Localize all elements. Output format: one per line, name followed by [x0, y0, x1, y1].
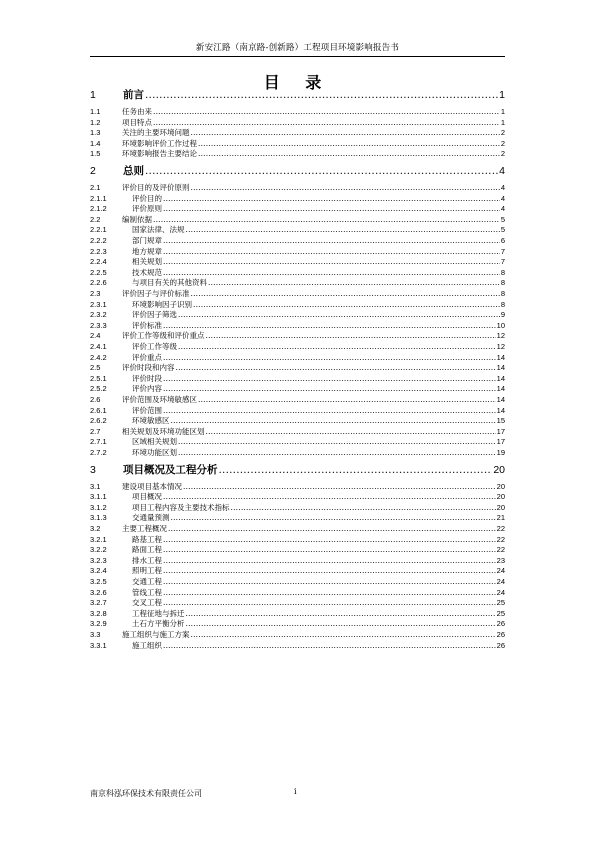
- toc-leader-dots: [163, 268, 500, 277]
- toc-leader-dots: [163, 406, 496, 415]
- toc-entry-page: 17: [496, 426, 505, 436]
- toc-leader-dots: [193, 300, 500, 309]
- toc-entry-number: 2.3.1: [90, 299, 107, 309]
- toc-leader-dots: [153, 118, 500, 127]
- toc-entry[interactable]: [90, 352, 505, 362]
- toc-entry[interactable]: [90, 163, 505, 177]
- page-header-title: 新安江路（南京路-创新路）工程项目环境影响报告书: [195, 43, 400, 53]
- toc-entry-page: 14: [496, 373, 505, 383]
- toc-entry-number: 3.1: [90, 481, 101, 491]
- toc-entry[interactable]: [90, 246, 505, 256]
- toc-leader-dots: [163, 236, 500, 245]
- toc-entry[interactable]: [90, 148, 505, 158]
- toc-entry-number: 2.4: [90, 331, 101, 341]
- toc-entry-number: 2.4.2: [90, 352, 107, 362]
- toc-entry-page: 14: [496, 384, 505, 394]
- toc-leader-dots: [145, 165, 498, 177]
- toc-leader-dots: [178, 342, 496, 351]
- toc-entry[interactable]: [90, 106, 505, 116]
- toc-entry-page: 17: [496, 437, 505, 447]
- toc-entry-page: 14: [496, 352, 505, 362]
- toc-title: 目 录: [263, 73, 332, 92]
- toc-entry-title: 相关规划及环境功能区划: [122, 426, 205, 436]
- toc-entry-title: 关注的主要环境问题: [122, 128, 190, 138]
- toc-entry[interactable]: [90, 481, 505, 491]
- toc-entry-title: 评价时段: [132, 373, 162, 383]
- toc-entry-title: 总则: [123, 165, 144, 177]
- toc-entry-number: 2.3.3: [90, 320, 107, 330]
- toc-entry-title: 项目概况及工程分析: [123, 463, 218, 476]
- toc-leader-dots: [206, 427, 496, 436]
- toc-entry-number: 2.3.2: [90, 310, 107, 320]
- toc-entry-number: 2.5.2: [90, 384, 107, 394]
- toc-entry-page: 20: [496, 502, 505, 512]
- toc-entry-number: 2.2.6: [90, 278, 107, 288]
- toc-entry-title: 交叉工程: [132, 598, 162, 608]
- toc-entry-page: 24: [496, 587, 505, 597]
- toc-entry-number: 2.2.5: [90, 267, 107, 277]
- toc-entry-number: 2.5.1: [90, 373, 107, 383]
- toc-entry[interactable]: [90, 138, 505, 148]
- toc-entry-page: 2: [500, 149, 505, 159]
- toc-entry-title: 相关规划: [132, 257, 162, 267]
- toc-entry-page: 12: [496, 331, 505, 341]
- toc-entry-number: 2.3: [90, 289, 101, 298]
- toc-leader-dots: [178, 310, 500, 319]
- toc-leader-dots: [186, 225, 500, 234]
- toc-entry-page: 8: [500, 278, 505, 288]
- toc-leader-dots: [163, 588, 496, 597]
- toc-entry-number: 3.2.3: [90, 555, 107, 565]
- toc-entry[interactable]: [90, 629, 505, 639]
- toc-entry-page: 8: [500, 267, 505, 277]
- toc-entry-page: 24: [496, 577, 505, 586]
- toc-entry-page: 15: [496, 416, 505, 426]
- toc-entry-page: 2: [500, 128, 505, 138]
- toc-entry-number: 3.2.1: [90, 534, 107, 544]
- toc-entry-page: 22: [496, 534, 505, 544]
- toc-entry-title: 排水工程: [132, 555, 162, 565]
- toc-leader-dots: [163, 535, 496, 544]
- toc-entry-title: 评价目的及评价原则: [122, 183, 190, 192]
- toc-entry[interactable]: [90, 203, 505, 213]
- toc-entry-title: 管线工程: [132, 587, 162, 597]
- toc-entry[interactable]: [90, 288, 505, 298]
- toc-entry-page: 26: [496, 630, 505, 639]
- toc-entry-title: 评价因子与评价标准: [122, 289, 190, 298]
- toc-entry-number: 2.2: [90, 214, 101, 224]
- toc-leader-dots: [191, 630, 496, 639]
- toc-entry-number: 2.1: [90, 183, 101, 192]
- toc-entry-number: 1.5: [90, 149, 101, 159]
- toc-entry[interactable]: [90, 618, 505, 628]
- toc-leader-dots: [163, 257, 500, 266]
- toc-entry[interactable]: [90, 436, 505, 446]
- toc-entry-title: 评价工作等级和评价重点: [122, 331, 205, 341]
- toc-entry-title: 环境影响评价工作过程: [122, 138, 197, 148]
- toc-entry[interactable]: [90, 87, 505, 101]
- toc-entry[interactable]: [90, 640, 505, 650]
- toc-entry[interactable]: [90, 383, 505, 393]
- toc-entry[interactable]: [90, 523, 505, 533]
- toc-entry-number: 1: [90, 89, 96, 101]
- toc-entry[interactable]: [90, 491, 505, 501]
- toc-entry-page: 25: [496, 608, 505, 618]
- toc-entry-page: 25: [496, 598, 505, 608]
- toc-leader-dots: [145, 89, 498, 101]
- toc-entry-title: 任务由来: [122, 107, 152, 116]
- toc-entry-title: 评价原则: [132, 204, 162, 214]
- toc-entry-title: 评价工作等级: [132, 342, 177, 351]
- toc-leader-dots: [206, 331, 496, 340]
- toc-entry[interactable]: [90, 127, 505, 137]
- toc-entry[interactable]: [90, 330, 505, 340]
- toc-entry-title: 区域相关规划: [132, 437, 177, 447]
- toc-leader-dots: [198, 149, 500, 158]
- toc-entry-title: 评价范围及环境敏感区: [122, 395, 197, 404]
- toc-leader-dots: [163, 566, 496, 575]
- toc-entry-title: 评价时段和内容: [122, 363, 175, 373]
- toc-entry-title: 评价内容: [132, 384, 162, 394]
- toc-leader-dots: [186, 609, 496, 618]
- toc-entry-page: 1: [500, 117, 505, 127]
- toc-entry-number: 3.1.3: [90, 513, 107, 523]
- toc-entry[interactable]: [90, 565, 505, 575]
- toc-entry-page: 1: [500, 107, 505, 116]
- toc-entry-page: 21: [496, 513, 505, 523]
- toc-entry-page: 7: [500, 257, 505, 267]
- toc-entry-page: 4: [500, 204, 505, 214]
- toc-entry[interactable]: [90, 373, 505, 383]
- toc-entry[interactable]: [90, 341, 505, 351]
- toc-entry-title: 工程征地与拆迁: [132, 608, 185, 618]
- toc-entry-page: 12: [496, 342, 505, 351]
- toc-leader-dots: [198, 139, 500, 148]
- toc-entry[interactable]: [90, 426, 505, 436]
- toc-leader-dots: [153, 107, 500, 116]
- toc-entry-number: 3.1.2: [90, 502, 107, 512]
- toc-entry-number: 2.6.2: [90, 416, 107, 426]
- toc-entry[interactable]: [90, 224, 505, 234]
- toc-entry[interactable]: [90, 256, 505, 266]
- toc-entry-number: 3.2.7: [90, 598, 107, 608]
- toc-entry-page: 6: [500, 236, 505, 245]
- toc-entry-number: 1.2: [90, 117, 101, 127]
- toc-entry-number: 2.1.1: [90, 193, 107, 203]
- toc-leader-dots: [168, 524, 496, 533]
- toc-entry-number: 3.2.2: [90, 545, 107, 555]
- toc-leader-dots: [163, 598, 496, 607]
- toc-leader-dots: [163, 247, 500, 256]
- toc-entry-page: 20: [496, 481, 505, 491]
- toc-entry-page: 14: [496, 363, 505, 373]
- toc-entry[interactable]: [90, 502, 505, 512]
- toc-entry-page: 20: [496, 492, 505, 502]
- toc-entry-title: 评价重点: [132, 352, 162, 362]
- toc-entry[interactable]: [90, 544, 505, 554]
- toc-entry[interactable]: [90, 462, 505, 476]
- toc-entry-number: 2.4.1: [90, 342, 107, 351]
- toc-entry-title: 国家法律、法规: [132, 225, 185, 235]
- toc-leader-dots: [191, 183, 500, 192]
- toc-entry[interactable]: [90, 608, 505, 618]
- toc-entry-page: 4: [500, 183, 505, 192]
- toc-leader-dots: [163, 374, 496, 383]
- toc-entry[interactable]: [90, 415, 505, 425]
- toc-entry[interactable]: [90, 309, 505, 319]
- toc-entry-title: 建设项目基本情况: [122, 481, 182, 491]
- toc-entry-title: 评价因子筛选: [132, 310, 177, 320]
- toc-entry-title: 部门规章: [132, 236, 162, 245]
- toc-entry-number: 3.2.9: [90, 619, 107, 629]
- toc-entry-title: 环境敏感区: [132, 416, 170, 426]
- toc-entry-number: 2.2.1: [90, 225, 107, 235]
- toc-entry[interactable]: [90, 597, 505, 607]
- toc-entry-page: 5: [500, 214, 505, 224]
- toc-entry-page: 26: [496, 619, 505, 629]
- footer-page-number: i: [294, 787, 297, 796]
- toc-entry-title: 土石方平衡分析: [132, 619, 185, 629]
- toc-entry-page: 5: [500, 225, 505, 235]
- toc-leader-dots: [163, 321, 496, 330]
- toc-entry-number: 3.2.4: [90, 566, 107, 576]
- toc-entry-title: 交通量预测: [132, 513, 170, 523]
- toc-entry-title: 评价目的: [132, 193, 162, 203]
- toc-entry[interactable]: [90, 193, 505, 203]
- toc-entry-title: 与项目有关的其他资料: [132, 278, 207, 288]
- toc-leader-dots: [219, 464, 493, 476]
- toc-entry-title: 施工组织: [132, 640, 162, 650]
- toc-entry-number: 2.2.4: [90, 257, 107, 267]
- toc-entry-number: 3.1.1: [90, 492, 107, 502]
- toc-entry[interactable]: [90, 534, 505, 544]
- toc-leader-dots: [163, 204, 500, 213]
- toc-entry-page: 22: [496, 545, 505, 555]
- toc-entry-number: 2.2.2: [90, 236, 107, 245]
- toc-entry-title: 交通工程: [132, 577, 162, 586]
- toc-entry-title: 环境影响报告主要结论: [122, 149, 197, 159]
- toc-entry[interactable]: [90, 576, 505, 586]
- toc-leader-dots: [191, 128, 500, 137]
- toc-entry-page: 14: [496, 405, 505, 415]
- toc-entry[interactable]: [90, 235, 505, 245]
- toc-leader-dots: [163, 641, 496, 650]
- toc-leader-dots: [191, 289, 500, 298]
- toc-entry-number: 2.2.3: [90, 246, 107, 256]
- toc-entry[interactable]: [90, 267, 505, 277]
- toc-leader-dots: [178, 437, 496, 446]
- toc-entry[interactable]: [90, 512, 505, 522]
- toc-entry-page: 24: [496, 566, 505, 576]
- toc-entry-page: 1: [499, 89, 505, 101]
- toc-entry-number: 1.3: [90, 128, 101, 138]
- toc-entry-number: 2: [90, 165, 96, 177]
- toc-entry-title: 编制依据: [122, 214, 152, 224]
- toc-entry[interactable]: [90, 182, 505, 192]
- toc-entry-page: 26: [496, 640, 505, 650]
- toc-entry-number: 3.3.1: [90, 640, 107, 650]
- toc-entry-page: 14: [496, 395, 505, 404]
- toc-leader-dots: [198, 395, 496, 404]
- toc-leader-dots: [163, 545, 496, 554]
- toc-entry[interactable]: [90, 555, 505, 565]
- toc-entry[interactable]: [90, 447, 505, 457]
- toc-entry-number: 2.7.2: [90, 448, 107, 457]
- toc-entry-page: 2: [500, 138, 505, 148]
- toc-entry-page: 7: [500, 246, 505, 256]
- toc-entry-number: 2.6.1: [90, 405, 107, 415]
- toc-leader-dots: [183, 482, 496, 491]
- toc-entry-title: 地方规章: [132, 246, 162, 256]
- toc-entry[interactable]: [90, 405, 505, 415]
- toc-leader-dots: [163, 577, 496, 586]
- toc-entry-page: 10: [496, 320, 505, 330]
- toc-leader-dots: [176, 363, 496, 372]
- toc-entry-title: 施工组织与施工方案: [122, 630, 190, 639]
- toc-entry[interactable]: [90, 394, 505, 404]
- toc-entry[interactable]: [90, 299, 505, 309]
- toc-entry-number: 3: [90, 463, 96, 476]
- toc-leader-dots: [186, 619, 496, 628]
- toc-leader-dots: [178, 448, 496, 457]
- toc-leader-dots: [163, 556, 496, 565]
- toc-entry-number: 3.2.8: [90, 608, 107, 618]
- toc-entry-title: 前言: [123, 89, 144, 101]
- toc-entry-number: 1.4: [90, 138, 101, 148]
- toc-entry-title: 照明工程: [132, 566, 162, 576]
- toc-entry-page: 23: [496, 555, 505, 565]
- toc-leader-dots: [231, 503, 496, 512]
- toc-leader-dots: [163, 194, 500, 203]
- toc-entry-number: 2.6: [90, 395, 101, 404]
- toc-entry-page: 19: [496, 448, 505, 457]
- toc-leader-dots: [163, 353, 496, 362]
- toc-entry-title: 项目工程内容及主要技术指标: [132, 502, 230, 512]
- toc-entry-title: 项目概况: [132, 492, 162, 502]
- toc-entry-number: 2.1.2: [90, 204, 107, 214]
- toc-leader-dots: [208, 278, 500, 287]
- toc-entry-page: 22: [496, 524, 505, 533]
- toc-entry-title: 技术规范: [132, 267, 162, 277]
- toc-entry-title: 环境功能区划: [132, 448, 177, 457]
- header-rule: [90, 56, 505, 57]
- toc-entry-number: 3.2: [90, 524, 101, 533]
- toc-entry[interactable]: [90, 320, 505, 330]
- toc-entry[interactable]: [90, 117, 505, 127]
- toc-entry-page: 8: [500, 299, 505, 309]
- toc-entry-page: 8: [500, 289, 505, 298]
- toc-entry-number: 2.5: [90, 363, 101, 373]
- toc-entry-title: 环境影响因子识别: [132, 299, 192, 309]
- toc-entry-page: 9: [500, 310, 505, 320]
- toc-entry[interactable]: [90, 277, 505, 287]
- toc-entry-number: 1.1: [90, 107, 101, 116]
- toc-entry-title: 路基工程: [132, 534, 162, 544]
- toc-leader-dots: [171, 513, 496, 522]
- footer-company: 南京科泓环保技术有限责任公司: [90, 789, 202, 798]
- toc-entry-number: 2.7: [90, 426, 101, 436]
- toc-entry-title: 评价范围: [132, 405, 162, 415]
- toc-entry[interactable]: [90, 587, 505, 597]
- toc-entry-number: 3.2.6: [90, 587, 107, 597]
- toc-entry-number: 3.2.5: [90, 577, 107, 586]
- toc-leader-dots: [163, 384, 496, 393]
- toc-entry-title: 项目特点: [122, 117, 152, 127]
- toc-entry-number: 3.3: [90, 630, 101, 639]
- toc-entry-title: 主要工程概况: [122, 524, 167, 533]
- toc-entry-page: 4: [500, 193, 505, 203]
- toc-leader-dots: [171, 416, 496, 425]
- toc-entry-page: 4: [499, 165, 505, 177]
- toc-entry-title: 路面工程: [132, 545, 162, 555]
- toc-leader-dots: [153, 215, 500, 224]
- toc-entry-number: 2.7.1: [90, 437, 107, 447]
- toc-entry[interactable]: [90, 362, 505, 372]
- toc-leader-dots: [163, 492, 496, 501]
- toc-entry-page: 20: [493, 463, 505, 476]
- toc-entry-title: 评价标准: [132, 320, 162, 330]
- toc-entry[interactable]: [90, 214, 505, 224]
